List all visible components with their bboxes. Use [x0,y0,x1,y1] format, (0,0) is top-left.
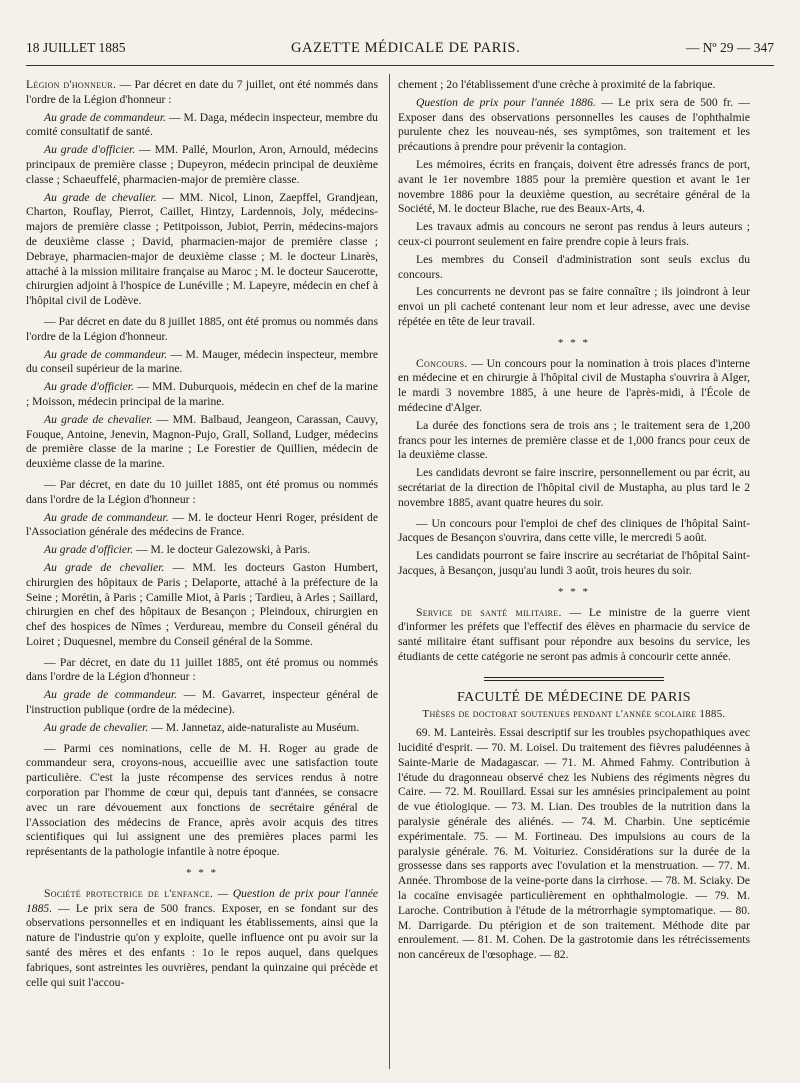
paragraph: Au grade de commandeur. — M. Gavarret, inspecteur général de l'instruction publique (ordre de la médecine). [26,688,378,717]
section-heading: Service de santé militaire. [416,605,562,619]
paragraph: Au grade d'officier. — MM. Duburquois, médecin en chef de la marine ; Moisson, médecin principal de la marine. [26,380,378,408]
section-heading: Légion d'honneur. [26,78,117,91]
paragraph: Au grade de commandeur. — M. le docteur Henri Roger, président de l'Association générale des médecins de France. [26,510,378,539]
paragraph: Au grade de commandeur. — M. Daga, médecin inspecteur, membre du comité consultatif de santé. [26,110,378,139]
paragraph: Question de prix pour l'année 1886. — Le prix sera de 500 fr. — Exposer dans des observations personnelles les causes de l'ophthalmie purulente chez les nouveau-nés, ses symptômes, son traitement et les précautions à prendre pour prévenir la contagion. [398,95,750,154]
article-societe-protectrice: Société protectrice de l'enfance. — Question de prix pour l'année 1885. — Le prix sera de 500 francs. Exposer, en se fondant sur des observations personnelles et en indiquant les établissements, ainsi que la nature de l'industrie qu'on y exploite, quelle influence ont pu avoir sur la santé des mères et des enfants : 1o le repos auquel, dans quelques fabriques, sont astreintes les ouvrières, pendant la quinzaine qui précède et celle qui suit l'accou- [26,886,378,989]
article-service-sante: Service de santé militaire. — Le ministre de la guerre vient d'informer les préfets que l'effectif des élèves en pharmacie du service de santé militaire étant suffisant pour répondre aux besoins du service, les étudiants de cette catégorie ne seront pas admis à concourir cette année. [398,605,750,663]
article-concours: Concours. — Un concours pour la nomination à trois places d'interne en médecine et en chirurgie à l'hôpital civil de Mustapha s'ouvrira à Alger, le mardi 3 novembre 1885, à une heure de l'après-midi, à l'École de médecine d'Alger. [398,356,750,414]
paragraph: Au grade d'officier. — MM. Pallé, Mourlon, Aron, Arnould, médecins principaux de première classe ; Dupeyron, médecin principal de deuxième classe ; Schaeuffelé, pharmacien-major de première classe. [26,143,378,186]
paragraph: — Par décret, en date du 11 juillet 1885, ont été promus ou nommés dans l'ordre de la Légion d'honneur : [26,655,378,684]
paragraph: — Par décret en date du 8 juillet 1885, ont été promus ou nommés dans l'ordre de la Légion d'honneur. [26,314,378,343]
left-column [26,78,378,1068]
page-header [26,40,774,66]
theses-list: 69. M. Lanteirès. Essai descriptif sur les troubles psychopathiques avec lucidité d'esprit. — 70. M. Loisel. Du traitement des fièvres paludéennes à Sainte-Marie de Madagascar. — 71. M. Ahmed Fahmy. Contribution à l'étude du dragonneau observé chez les Nubiens des régiments nègres du Caire. — 72. M. Rouillard. Essai sur les amnésies principalement au point de vue étiologique. — 73. M. Lian. Des troubles de la nutrition dans la paralysie générale des aliénés. — 74. M. Charbin. Une septicémie expérimentale. 75. — M. Fortineau. Des impulsions au cours de la paralysie générale. 76. M. Voituriez. Considérations sur la durée de la grossesse dans ses rapports avec l'ovulation et la menstruation. — 77. M. Année. Thrombose de la veine-porte dans la cirrhose. — 78. M. Sciaky. De la cocaïne envisagée particulièrement en ophthalmologie. — 79. M. Laroche. Contribution à l'étude de la métrorrhagie symptomatique. — 80. M. Darrigarde. Du ptérigion et de son traitement. Méthode dite par enroulement. — 81. M. Cohen. De la gastrotomie dans les rétrécissements non cancéreux de l'œsophage. — 82. [398,726,750,962]
header-title: GAZETTE MÉDICALE DE PARIS. [290,40,521,56]
header-date: 18 JUILLET 1885 [26,40,126,55]
section-separator-stars: * * * [558,336,590,349]
paragraph: La durée des fonctions sera de trois ans ; le traitement sera de 1,200 francs pour les internes de première classe et de 1,000 francs pour ceux de la deuxième classe. [398,418,750,462]
column-divider [389,74,390,1069]
paragraph: Au grade de chevalier. — MM. Nicol, Linon, Zaepffel, Grandjean, Charton, Rouflay, Pierrot, Caillet, Hintzy, Lardennois, Joly, médecins-majors de première classe ; Petitpoisson, Jubiot, Perrin, médecins-majors de deuxième classe ; David, pharmacien-major de première classe ; Debraye, pharmacien-major de deuxième classe ; M. le docteur Linarès, attaché à la mission militaire française au Maroc ; M. le docteur Saucerotte, chirurgien adjoint à l'hospice de Lunéville ; M. Lapeyre, médecin en chef à l'hôpital civil de Lodève. [26,190,378,308]
section-separator-stars: * * * [558,585,590,598]
paragraph: Les mémoires, écrits en français, doivent être adressés francs de port, avant le 1er novembre 1885 pour la première question et avant le 1er novembre 1886 pour la deuxième question, au secrétaire général de la Société, M. le docteur Blache, rue des Beaux-Arts, 4. [398,157,750,216]
section-heading: Concours. [416,356,468,370]
faculte-heading: FACULTÉ DE MÉDECINE DE PARIS [457,689,691,705]
header-page-number: — Nº 29 — 347 [685,40,774,55]
paragraph: — Par décret, en date du 10 juillet 1885, ont été promus ou nommés dans l'ordre de la Légion d'honneur : [26,477,378,506]
paragraph: chement ; 2o l'établissement d'une crèche à proximité de la fabrique. [398,78,716,91]
paragraph: Au grade de chevalier. — MM. Balbaud, Jeangeon, Carassan, Cauvy, Fouque, Antoine, Jenevin, Magnon-Pujo, Grall, Solland, Ludger, médecins de première classe de la marine ; Le Forestier de Quillien, médecin de deuxième classe de la marine. [26,412,378,471]
paragraph: Les membres du Conseil d'administration sont seuls exclus du concours. [398,252,750,281]
paragraph: Au grade d'officier. — M. le docteur Galezowski, à Paris. [44,543,311,557]
paragraph: Les travaux admis au concours ne seront pas rendus à leurs auteurs ; ceux-ci pourront seulement en faire prendre copie à leurs frais. [398,220,750,248]
paragraph: — Parmi ces nominations, celle de M. H. Roger au grade de commandeur sera, croyons-nous, accueillie avec une satisfaction toute particulière. C'est la juste récompense des services rendus à notre corporation par l'homme de cœur qui, depuis tant d'années, se consacre avec un rare dévouement aux fonctions de secrétaire général de l'Association des médecins de France, après avoir acquis des titres scientifiques qui lui assignent une des premières places parmi les représentants de la pathologie infantile à notre époque. [26,741,378,859]
section-separator-stars: * * * [186,867,218,880]
paragraph: Au grade de chevalier. — M. Jannetaz, aide-naturaliste au Muséum. [44,720,360,734]
paragraph: Au grade de chevalier. — MM. les docteurs Gaston Humbert, chirurgien des hôpitaux de Paris ; Delaporte, attaché à la préfecture de la Seine ; Morétin, à Paris ; Camille Miot, à Paris ; Tardieu, à Arles ; Saillard, chirurgien en chef des hôpitaux de Besançon ; Pleindoux, chirurgien en chef des hospices de Nîmes ; Verdureau, membre du Conseil général du Loiret ; Duquesnel, membre du Conseil général de la Somme. [26,560,378,648]
section-heading: Société protectrice de l'enfance. [44,886,214,900]
theses-subheading: Thèses de doctorat soutenues pendant l'année scolaire 1885. [422,708,726,721]
right-column [398,78,750,1068]
paragraph: Au grade de commandeur. — M. Mauger, médecin inspecteur, membre du conseil supérieur de la marine. [26,347,378,376]
paragraph: — Un concours pour l'emploi de chef des cliniques de l'hôpital Saint-Jacques de Besançon s'ouvrira, dans cette ville, le mercredi 5 août. [398,516,750,545]
double-rule-separator [484,677,664,681]
article-legion-intro: Légion d'honneur. — Par décret en date du 7 juillet, ont été nommés dans l'ordre de la Légion d'honneur : [26,78,378,106]
paragraph: Les candidats devront se faire inscrire, personnellement ou par écrit, au secrétariat de la direction de l'hôpital civil de Mustapha, au plus tard le 2 novembre 1885, avant quatre heures du soir. [398,466,750,509]
paragraph: Les candidats pourront se faire inscrire au secrétariat de l'hôpital Saint-Jacques, à Besançon, jusqu'au lundi 3 août, trois heures du soir. [398,549,750,577]
paragraph: Les concurrents ne devront pas se faire connaître ; ils joindront à leur envoi un pli cacheté contenant leur nom et leur adresse, avec une devise répétée en tête de leur travail. [398,285,750,328]
